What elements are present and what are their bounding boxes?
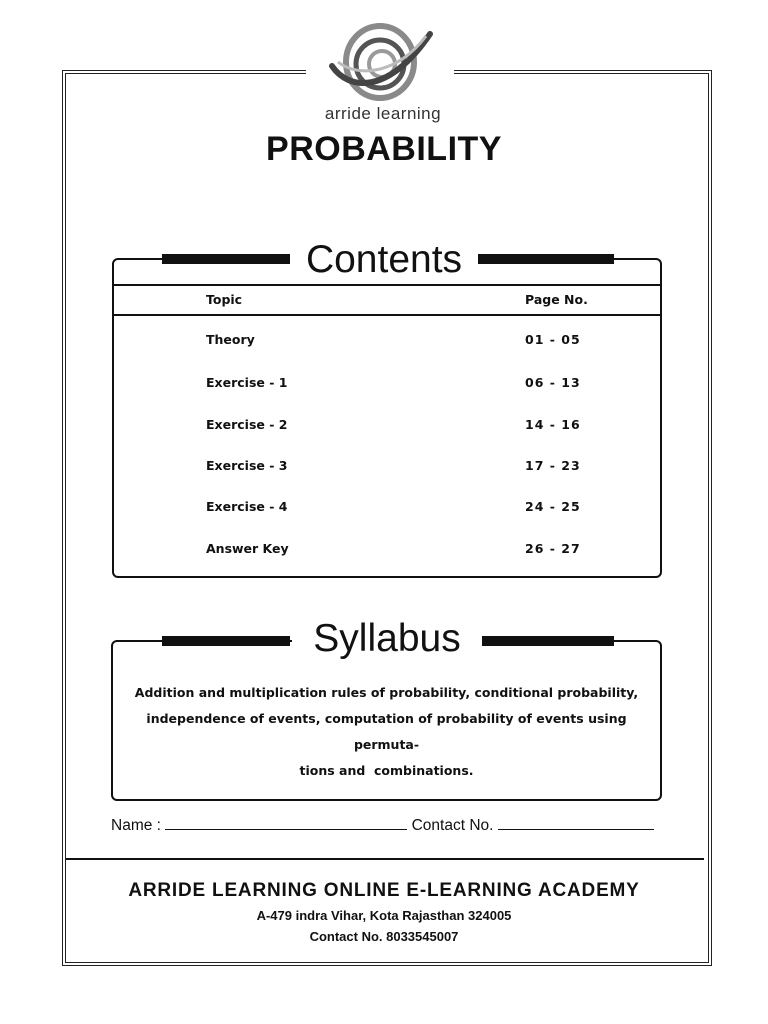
row-topic: Exercise - 2 [206,417,288,432]
row-topic: Answer Key [206,541,289,556]
row-pages: 06 - 13 [525,375,581,390]
syllabus-line: tions and combinations. [299,763,474,778]
table-row [114,417,660,437]
page-column-header: Page No. [525,292,588,307]
row-pages: 14 - 16 [525,417,581,432]
contact-label: Contact No. [411,817,494,834]
footer-divider [66,858,704,860]
name-field[interactable] [165,815,407,830]
academy-address: A-479 indra Vihar, Kota Rajasthan 324005 [256,908,512,923]
row-topic: Exercise - 3 [206,458,288,473]
logo-wordmark: arride learning [324,104,442,123]
heading-bar-left [162,254,290,264]
academy-contact: Contact No. 8033545007 [309,929,459,944]
student-details-line [111,815,654,835]
topic-column-header: Topic [206,292,243,307]
syllabus-box [111,640,662,801]
row-topic: Exercise - 1 [206,375,288,390]
syllabus-heading: Syllabus [292,619,482,658]
syllabus-text [127,680,646,784]
page-title: PROBABILITY [266,130,502,168]
table-row [114,541,660,561]
row-topic: Theory [206,332,255,347]
syllabus-line: independence of events, computation of probability of events using permuta- [146,711,627,752]
heading-bar-left [162,636,290,646]
row-topic: Exercise - 4 [206,499,288,514]
table-row [114,332,660,352]
contact-field[interactable] [498,815,654,830]
row-pages: 01 - 05 [525,332,581,347]
contents-heading: Contents [290,240,478,279]
heading-bar-right [478,636,614,646]
row-pages: 17 - 23 [525,458,581,473]
name-label: Name : [111,817,161,834]
table-row [114,375,660,395]
heading-bar-right [478,254,614,264]
contents-box [112,258,662,578]
swirl-globe-logo [318,22,450,104]
row-pages: 26 - 27 [525,541,581,556]
row-pages: 24 - 25 [525,499,581,514]
contents-table-header [114,284,660,316]
table-row [114,458,660,478]
academy-name: ARRIDE LEARNING ONLINE E-LEARNING ACADEMY [128,880,640,901]
syllabus-line: Addition and multiplication rules of probability, conditional probability, [134,685,639,700]
table-row [114,499,660,519]
